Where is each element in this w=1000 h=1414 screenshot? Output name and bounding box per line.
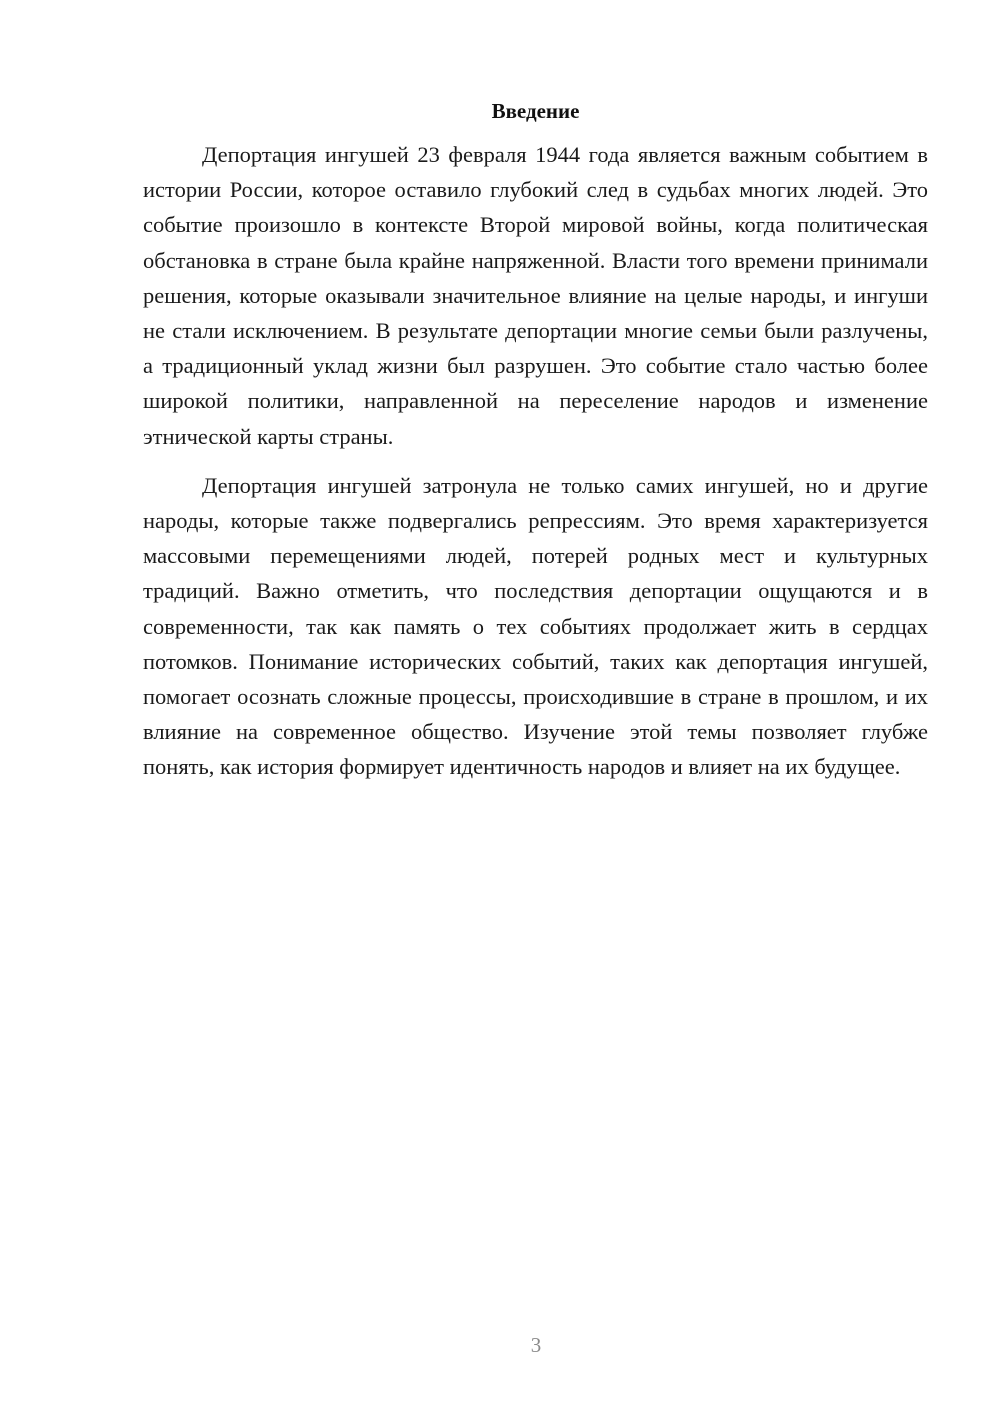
paragraph-2: Депортация ингушей затронула не только самих ингушей, но и другие народы, которые также подвергались репрессиям. Это время характеризуется массовыми перемещениями людей, потерей родных мест и культурных традиций. Важно отметить, что последствия депортации ощущаются и в современности, так как память о тех событиях продолжает жить в сердцах потомков. Понимание исторических событий, таких как депортация ингушей, помогает осознать сложные процессы, происходившие в стране в прошлом, и их влияние на современное общество. Изучение этой темы позволяет глубже понять, как история формирует идентичность народов и влияет на их будущее. — [143, 472, 928, 780]
paragraph-1: Депортация ингушей 23 февраля 1944 года является важным событием в истории России, которое оставило глубокий след в судьбах многих людей. Это событие произошло в контексте Второй мировой войны, когда политическая обстановка в стране была крайне напряженной. Власти того времени принимали решения, которые оказывали значительное влияние на целые народы, и ингуши не стали исключением. В результате депортации многие семьи были разлучены, а традиционный уклад жизни был разрушен. Это событие стало частью более широкой политики, направленной на переселение народов и изменение этнической карты страны. — [143, 142, 928, 449]
page-number: 3 — [530, 1333, 542, 1357]
document-body — [143, 96, 928, 785]
section-heading: Введение — [491, 99, 580, 123]
